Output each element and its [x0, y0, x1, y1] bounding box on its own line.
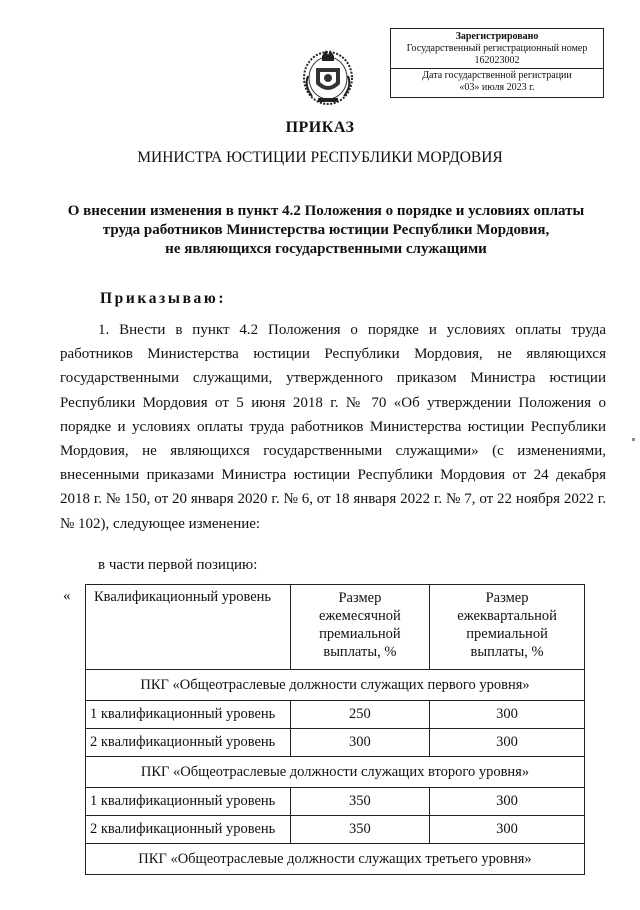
order-subject: [60, 202, 592, 259]
cell-quarterly: 300: [430, 788, 585, 816]
scan-speck: [632, 438, 635, 441]
registration-date: «03» июля 2023 г.: [459, 82, 535, 93]
group-title: ПКГ «Общеотраслевые должности служащих третьего уровня»: [86, 844, 585, 875]
header-text-line: ежемесячной: [318, 608, 401, 624]
cell-monthly: 300: [290, 729, 429, 757]
table-row: [86, 701, 585, 729]
table-group-row: [86, 757, 585, 788]
cell-monthly: 350: [290, 816, 429, 844]
cell-level: 2 квалификационный уровень: [86, 729, 291, 757]
premium-payments-table: [85, 584, 585, 875]
cell-level: 1 квалификационный уровень: [86, 701, 291, 729]
document-type-title: ПРИКАЗ: [285, 119, 355, 136]
header-quarterly-premium: [430, 585, 585, 670]
subject-line: труда работников Министерства юстиции Республики Мордовия,: [102, 222, 550, 238]
header-text-line: Размер: [338, 590, 382, 606]
table-group-row: [86, 844, 585, 875]
header-text-line: Размер: [485, 590, 529, 606]
header-text-line: премиальной: [466, 626, 548, 642]
paragraph-1: 1. Внести в пункт 4.2 Положения о порядке и условиях оплаты труда работников Министерства юстиции Республики Мордовия, не являющихся государственными служащими, утвержденного приказом Министра юстиции Республики Мордовия от 5 июня 2018 г. № 70 «Об утверждении Положения о порядке и условиях оплаты труда работников Министерства юстиции Республики Мордовия, не являющихся государственными служащими» (с изменениями, внесенными приказами Министра юстиции Республики Мордовия от 24 декабря 2018 г. № 150, от 20 января 2020 г. № 6, от 18 января 2022 г. № 7, от 22 ноября 2022 г. № 102), следующее изменение:: [60, 322, 606, 532]
cell-quarterly: 300: [430, 816, 585, 844]
registration-date-label: Дата государственной регистрации: [422, 70, 572, 81]
issuer-line: МИНИСТРА ЮСТИЦИИ РЕСПУБЛИКИ МОРДОВИЯ: [137, 149, 503, 166]
registration-number-section: [391, 29, 603, 69]
table-row: [86, 816, 585, 844]
coat-of-arms-emblem: [300, 46, 356, 106]
cell-monthly: 350: [290, 788, 429, 816]
registration-stamp: [390, 28, 604, 98]
header-text-line: премиальной: [319, 626, 401, 642]
position-line: в части первой позицию:: [98, 557, 258, 573]
cell-level: 2 квалификационный уровень: [86, 816, 291, 844]
table-header-row: [86, 585, 585, 670]
cell-level: 1 квалификационный уровень: [86, 788, 291, 816]
registration-date-section: [391, 69, 603, 95]
group-title: ПКГ «Общеотраслевые должности служащих второго уровня»: [86, 757, 585, 788]
subject-line: О внесении изменения в пункт 4.2 Положения о порядке и условиях оплаты: [67, 203, 585, 219]
opening-quote-mark: «: [63, 588, 71, 604]
table-group-row: [86, 670, 585, 701]
registration-number: 162023002: [474, 55, 520, 66]
table-row: [86, 729, 585, 757]
header-text-line: выплаты, %: [323, 644, 397, 660]
registration-status: Зарегистрировано: [455, 31, 539, 42]
cell-monthly: 250: [290, 701, 429, 729]
header-text-line: ежеквартальной: [457, 608, 557, 624]
registration-number-label: Государственный регистрационный номер: [406, 43, 588, 54]
header-monthly-premium: [290, 585, 429, 670]
order-directive-word: Приказываю:: [100, 290, 227, 307]
subject-line: не являющихся государственными служащими: [165, 241, 487, 257]
cell-quarterly: 300: [430, 701, 585, 729]
header-text-line: выплаты, %: [470, 644, 544, 660]
group-title: ПКГ «Общеотраслевые должности служащих первого уровня»: [86, 670, 585, 701]
header-qualification-level: Квалификационный уровень: [86, 585, 291, 670]
cell-quarterly: 300: [430, 729, 585, 757]
table-row: [86, 788, 585, 816]
